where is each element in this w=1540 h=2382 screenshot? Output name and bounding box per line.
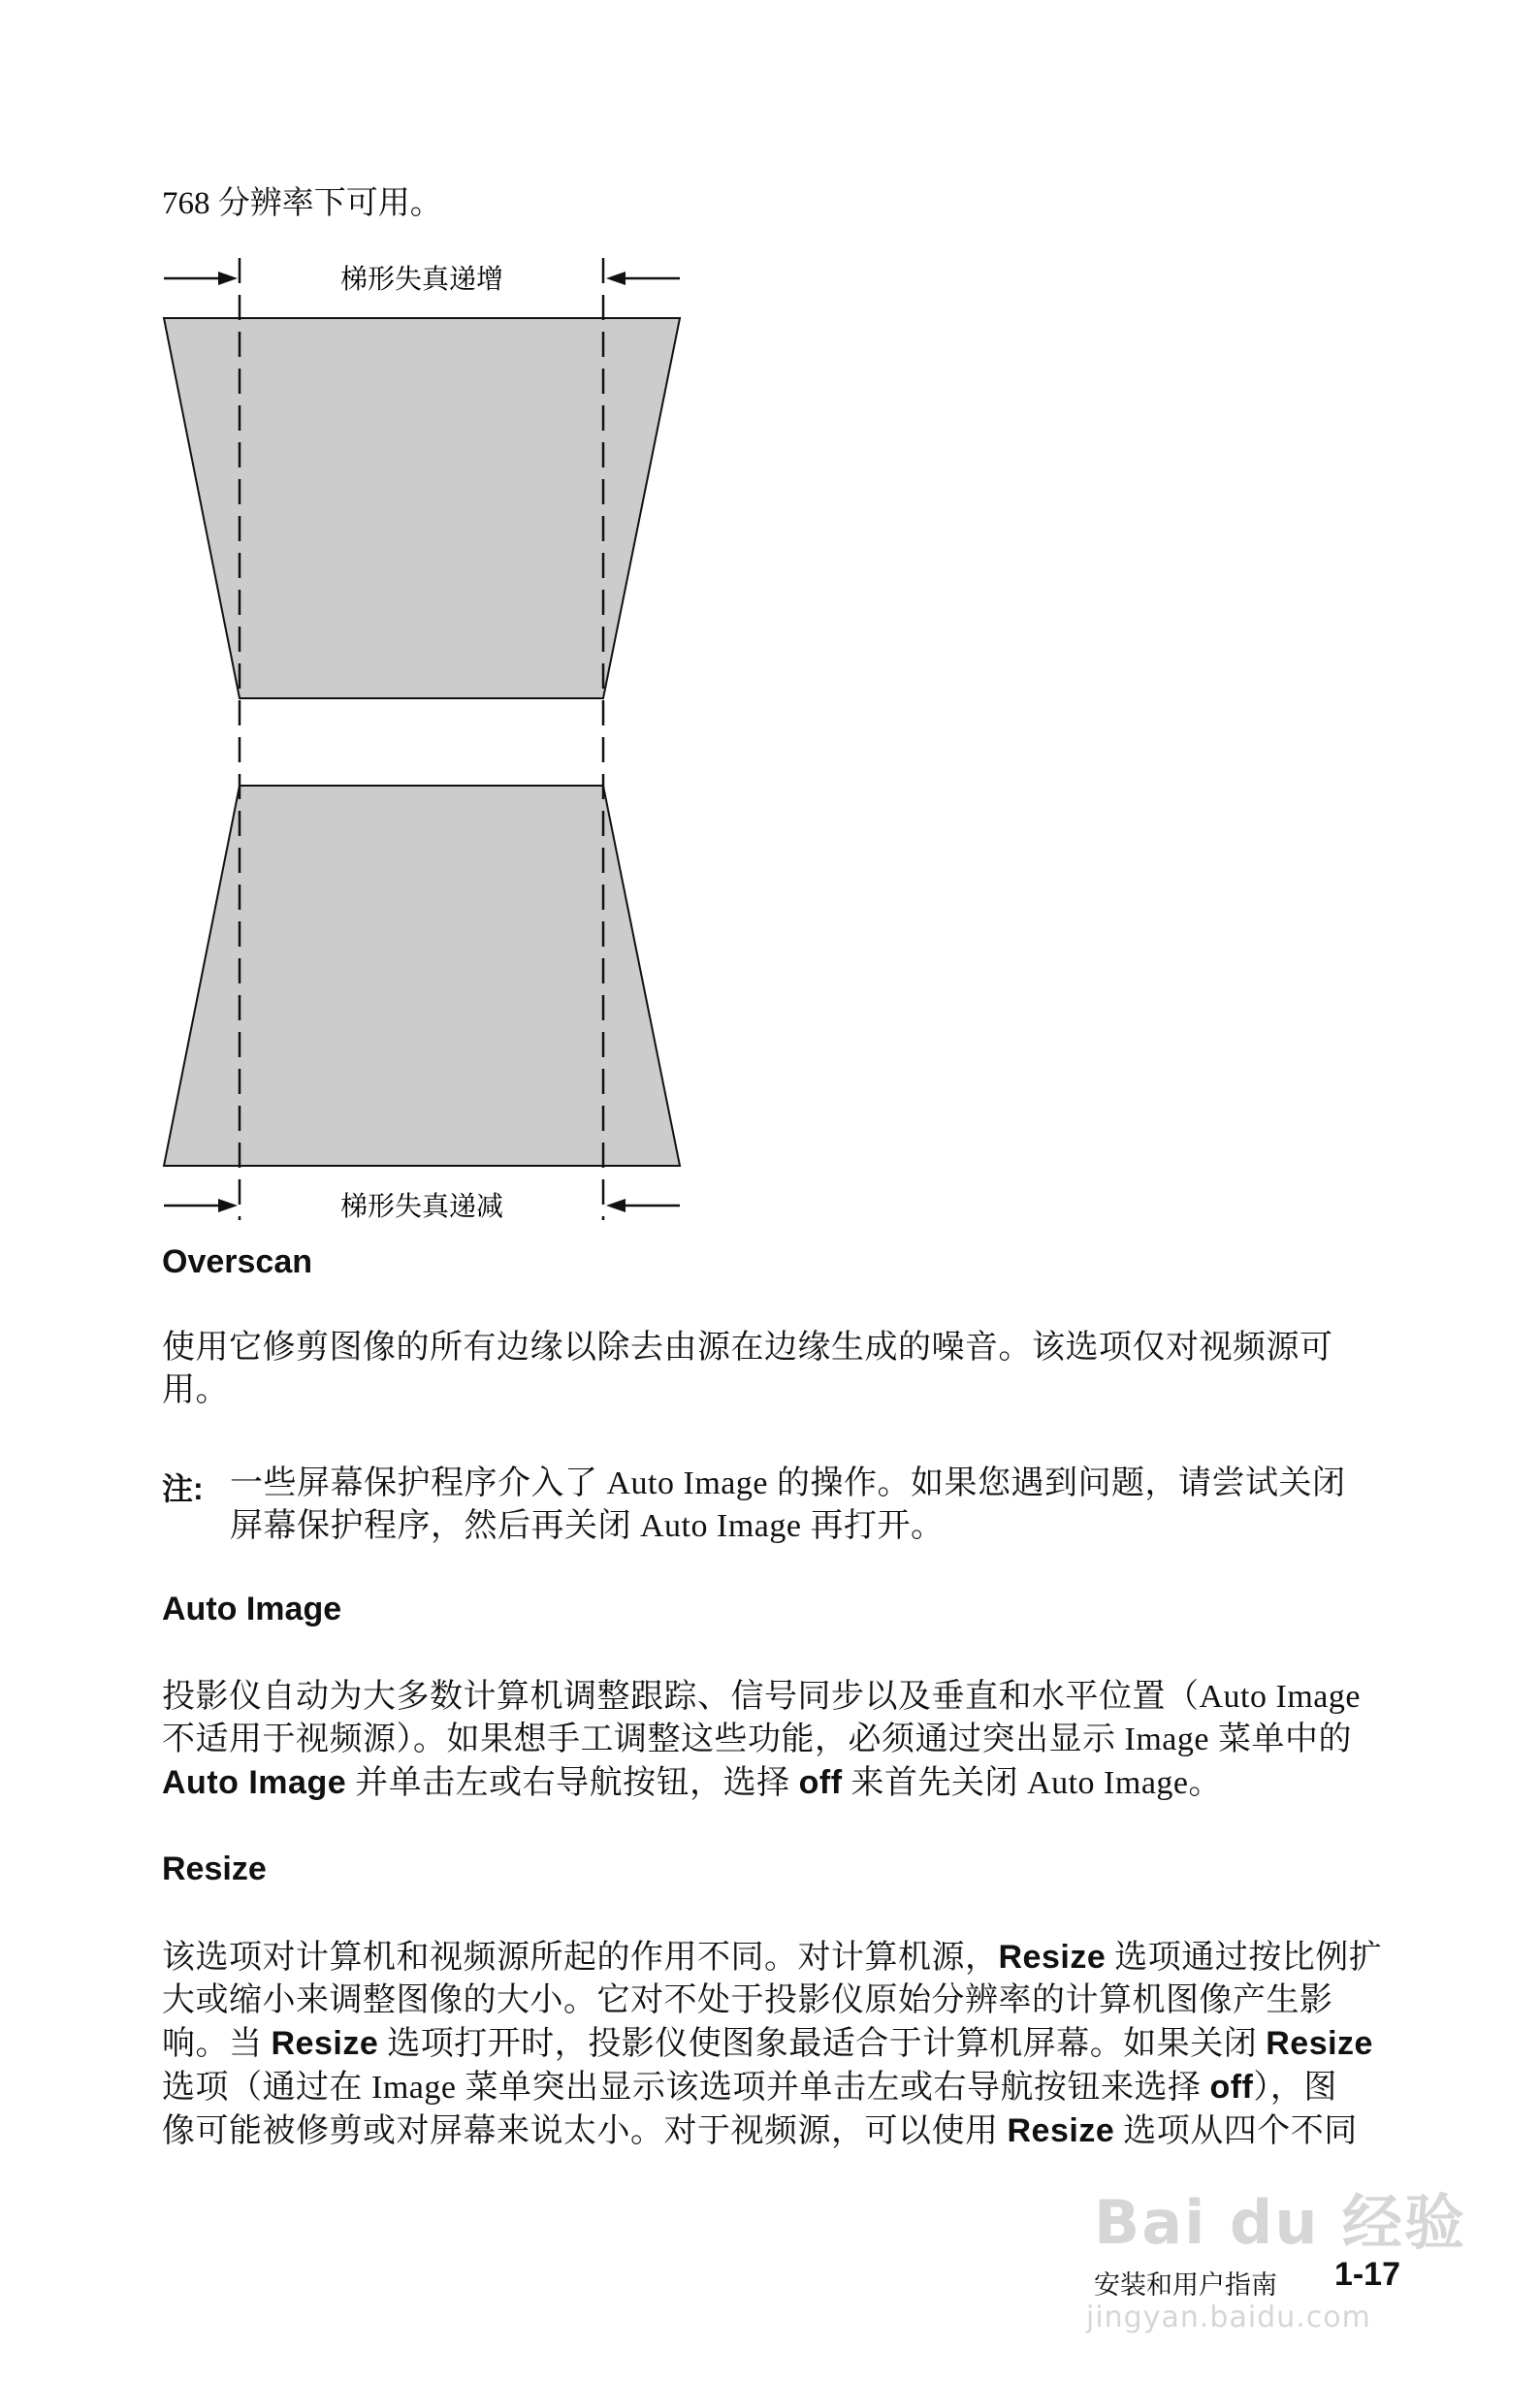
resize-line-4-text-b: ），图 xyxy=(1253,2070,1337,2106)
auto-image-line-1: 投影仪自动为大多数计算机调整跟踪、信号同步以及垂直和水平位置（Auto Image xyxy=(162,1679,1361,1715)
page-footer xyxy=(1094,2256,1404,2299)
note-line-1: 一些屏幕保护程序介入了 Auto Image 的操作。如果您遇到问题，请尝试关闭 xyxy=(230,1465,1346,1501)
footer-guide-title: 安装和用户指南 xyxy=(1094,2270,1277,2300)
overscan-paragraph xyxy=(162,1327,1405,1412)
auto-image-paragraph xyxy=(162,1676,1405,1805)
note-text xyxy=(230,1463,1405,1548)
resize-line-4 xyxy=(162,2066,1405,2109)
resize-line-4-text-a: 选项（通过在 Image 菜单突出显示该选项并单击左或右导航按钮来选择 xyxy=(162,2070,1210,2106)
resize-line-1 xyxy=(162,1936,1405,1980)
resize-paragraph xyxy=(162,1936,1405,2153)
resize-line-1-text-b: 选项通过按比例扩 xyxy=(1106,1940,1383,1976)
note-line-2: 屏幕保护程序，然后再关闭 Auto Image 再打开。 xyxy=(230,1508,945,1544)
auto-image-line-3-text-b: 来首先关闭 Auto Image。 xyxy=(842,1765,1222,1801)
overscan-line-2: 用。 xyxy=(162,1372,229,1408)
resize-line-3-text-a: 响。当 xyxy=(162,2026,272,2062)
keystone-diagram xyxy=(150,254,693,1224)
resize-line-5-text-b: 选项从四个不同 xyxy=(1114,2113,1358,2149)
resize-line-5-text-a: 像可能被修剪或对屏幕来说太小。对于视频源，可以使用 xyxy=(162,2113,1008,2149)
auto-image-bold-term: Auto Image xyxy=(162,1764,347,1801)
auto-image-line-2: 不适用于视频源）。如果想手工调整这些功能，必须通过突出显示 Image 菜单中的 xyxy=(162,1722,1352,1757)
bottom-right-arrow-head xyxy=(606,1199,626,1212)
keystone-diagram-svg xyxy=(150,254,693,1224)
note-label: 注: xyxy=(162,1471,204,1506)
watermark-url: jingyan.baidu.com xyxy=(1086,2301,1371,2334)
resize-term: Resize xyxy=(998,1939,1107,1976)
resize-line-5 xyxy=(162,2109,1405,2153)
resize-line-3 xyxy=(162,2022,1405,2066)
auto-image-line-3-text-a: 并单击左或右导航按钮，选择 xyxy=(346,1765,799,1801)
resize-term: Resize xyxy=(1007,2112,1115,2149)
resize-term: Resize xyxy=(271,2025,379,2062)
bottom-left-arrow-head xyxy=(218,1199,238,1212)
auto-image-off-term: off xyxy=(798,1764,843,1801)
resize-term: Resize xyxy=(1266,2025,1373,2062)
overscan-heading: Overscan xyxy=(162,1243,312,1280)
resize-line-3-text-b: 选项打开时，投影仪使图象最适合于计算机屏幕。如果关闭 xyxy=(378,2026,1267,2062)
keystone-decrease-label: 梯形失真递减 xyxy=(339,1192,504,1222)
footer-page-number: 1-17 xyxy=(1333,2256,1400,2293)
resize-line-1-text-a: 该选项对计算机和视频源所起的作用不同。对计算机源， xyxy=(162,1940,999,1976)
resize-line-2: 大或缩小来调整图像的大小。它对不处于投影仪原始分辨率的计算机图像产生影 xyxy=(162,1982,1333,2018)
watermark-logo: Bai du 经验 xyxy=(1094,2187,1467,2258)
resize-off-term: off xyxy=(1209,2069,1254,2106)
top-right-arrow-head xyxy=(606,272,626,285)
top-left-arrow-head xyxy=(218,272,238,285)
auto-image-line-3 xyxy=(162,1761,1405,1805)
overscan-line-1: 使用它修剪图像的所有边缘以除去由源在边缘生成的噪音。该选项仅对视频源可 xyxy=(162,1330,1333,1366)
resize-heading: Resize xyxy=(162,1851,267,1887)
intro-line: 768 分辨率下可用。 xyxy=(162,186,442,221)
auto-image-heading: Auto Image xyxy=(162,1591,342,1627)
keystone-increase-label: 梯形失真递增 xyxy=(339,265,504,295)
